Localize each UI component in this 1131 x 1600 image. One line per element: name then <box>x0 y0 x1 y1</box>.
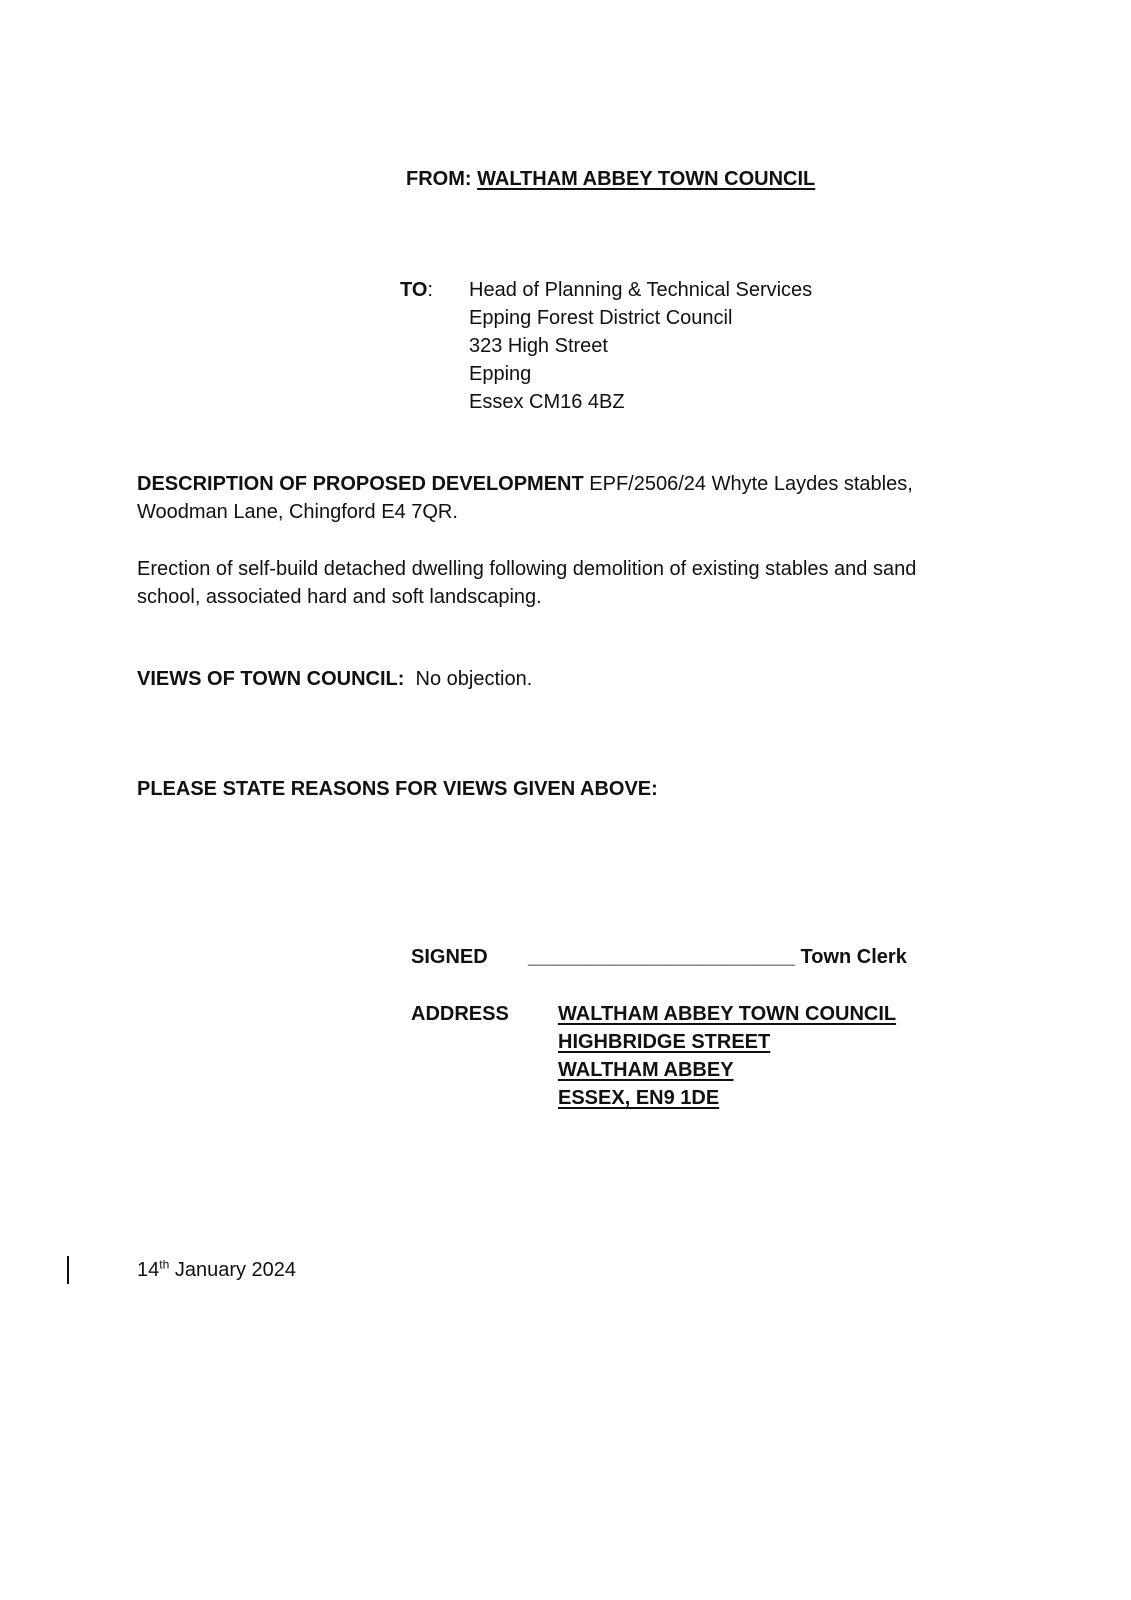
description-reference: EPF/2506/24 Whyte Laydes stables, <box>589 473 913 495</box>
address-line-2: HIGHBRIDGE STREET <box>558 1031 771 1053</box>
date-day: 14 <box>137 1259 160 1281</box>
from-label: FROM: <box>406 168 472 190</box>
to-address-line-5: Essex CM16 4BZ <box>469 391 625 413</box>
description-details-2: school, associated hard and soft landscaping. <box>137 586 542 608</box>
to-address-line-4: Epping <box>469 363 532 385</box>
signed-role: Town Clerk <box>800 946 907 968</box>
to-label-wrap <box>400 276 433 304</box>
from-line <box>406 165 815 193</box>
from-council: WALTHAM ABBEY TOWN COUNCIL <box>477 168 816 190</box>
views-value: No objection. <box>415 668 533 690</box>
description-label: DESCRIPTION OF PROPOSED DEVELOPMENT <box>137 473 584 495</box>
to-colon: : <box>427 279 433 301</box>
address-line-1: WALTHAM ABBEY TOWN COUNCIL <box>558 1003 897 1025</box>
description-line-2: Woodman Lane, Chingford E4 7QR. <box>137 501 458 523</box>
views-line <box>137 665 532 693</box>
to-address-line-3: 323 High Street <box>469 335 608 357</box>
description-line-1 <box>137 470 913 498</box>
signature-line: ________________________ <box>528 946 795 968</box>
address-line-4: ESSEX, EN9 1DE <box>558 1087 720 1109</box>
date-suffix: th <box>159 1257 170 1272</box>
views-label: VIEWS OF TOWN COUNCIL: <box>137 668 405 690</box>
description-details-1: Erection of self-build detached dwelling following demolition of existing stables and sand <box>137 558 917 580</box>
to-label: TO <box>400 279 428 301</box>
to-address-line-2: Epping Forest District Council <box>469 307 733 329</box>
reasons-label: PLEASE STATE REASONS FOR VIEWS GIVEN ABOVE: <box>137 778 658 800</box>
to-address-line-1: Head of Planning & Technical Services <box>469 279 813 301</box>
date-rest: January 2024 <box>169 1259 297 1281</box>
signed-label: SIGNED <box>411 946 488 968</box>
address-label: ADDRESS <box>411 1003 509 1025</box>
signed-line-wrap <box>528 943 907 971</box>
document-date <box>137 1256 296 1284</box>
revision-bar <box>67 1256 69 1284</box>
address-line-3: WALTHAM ABBEY <box>558 1059 734 1081</box>
